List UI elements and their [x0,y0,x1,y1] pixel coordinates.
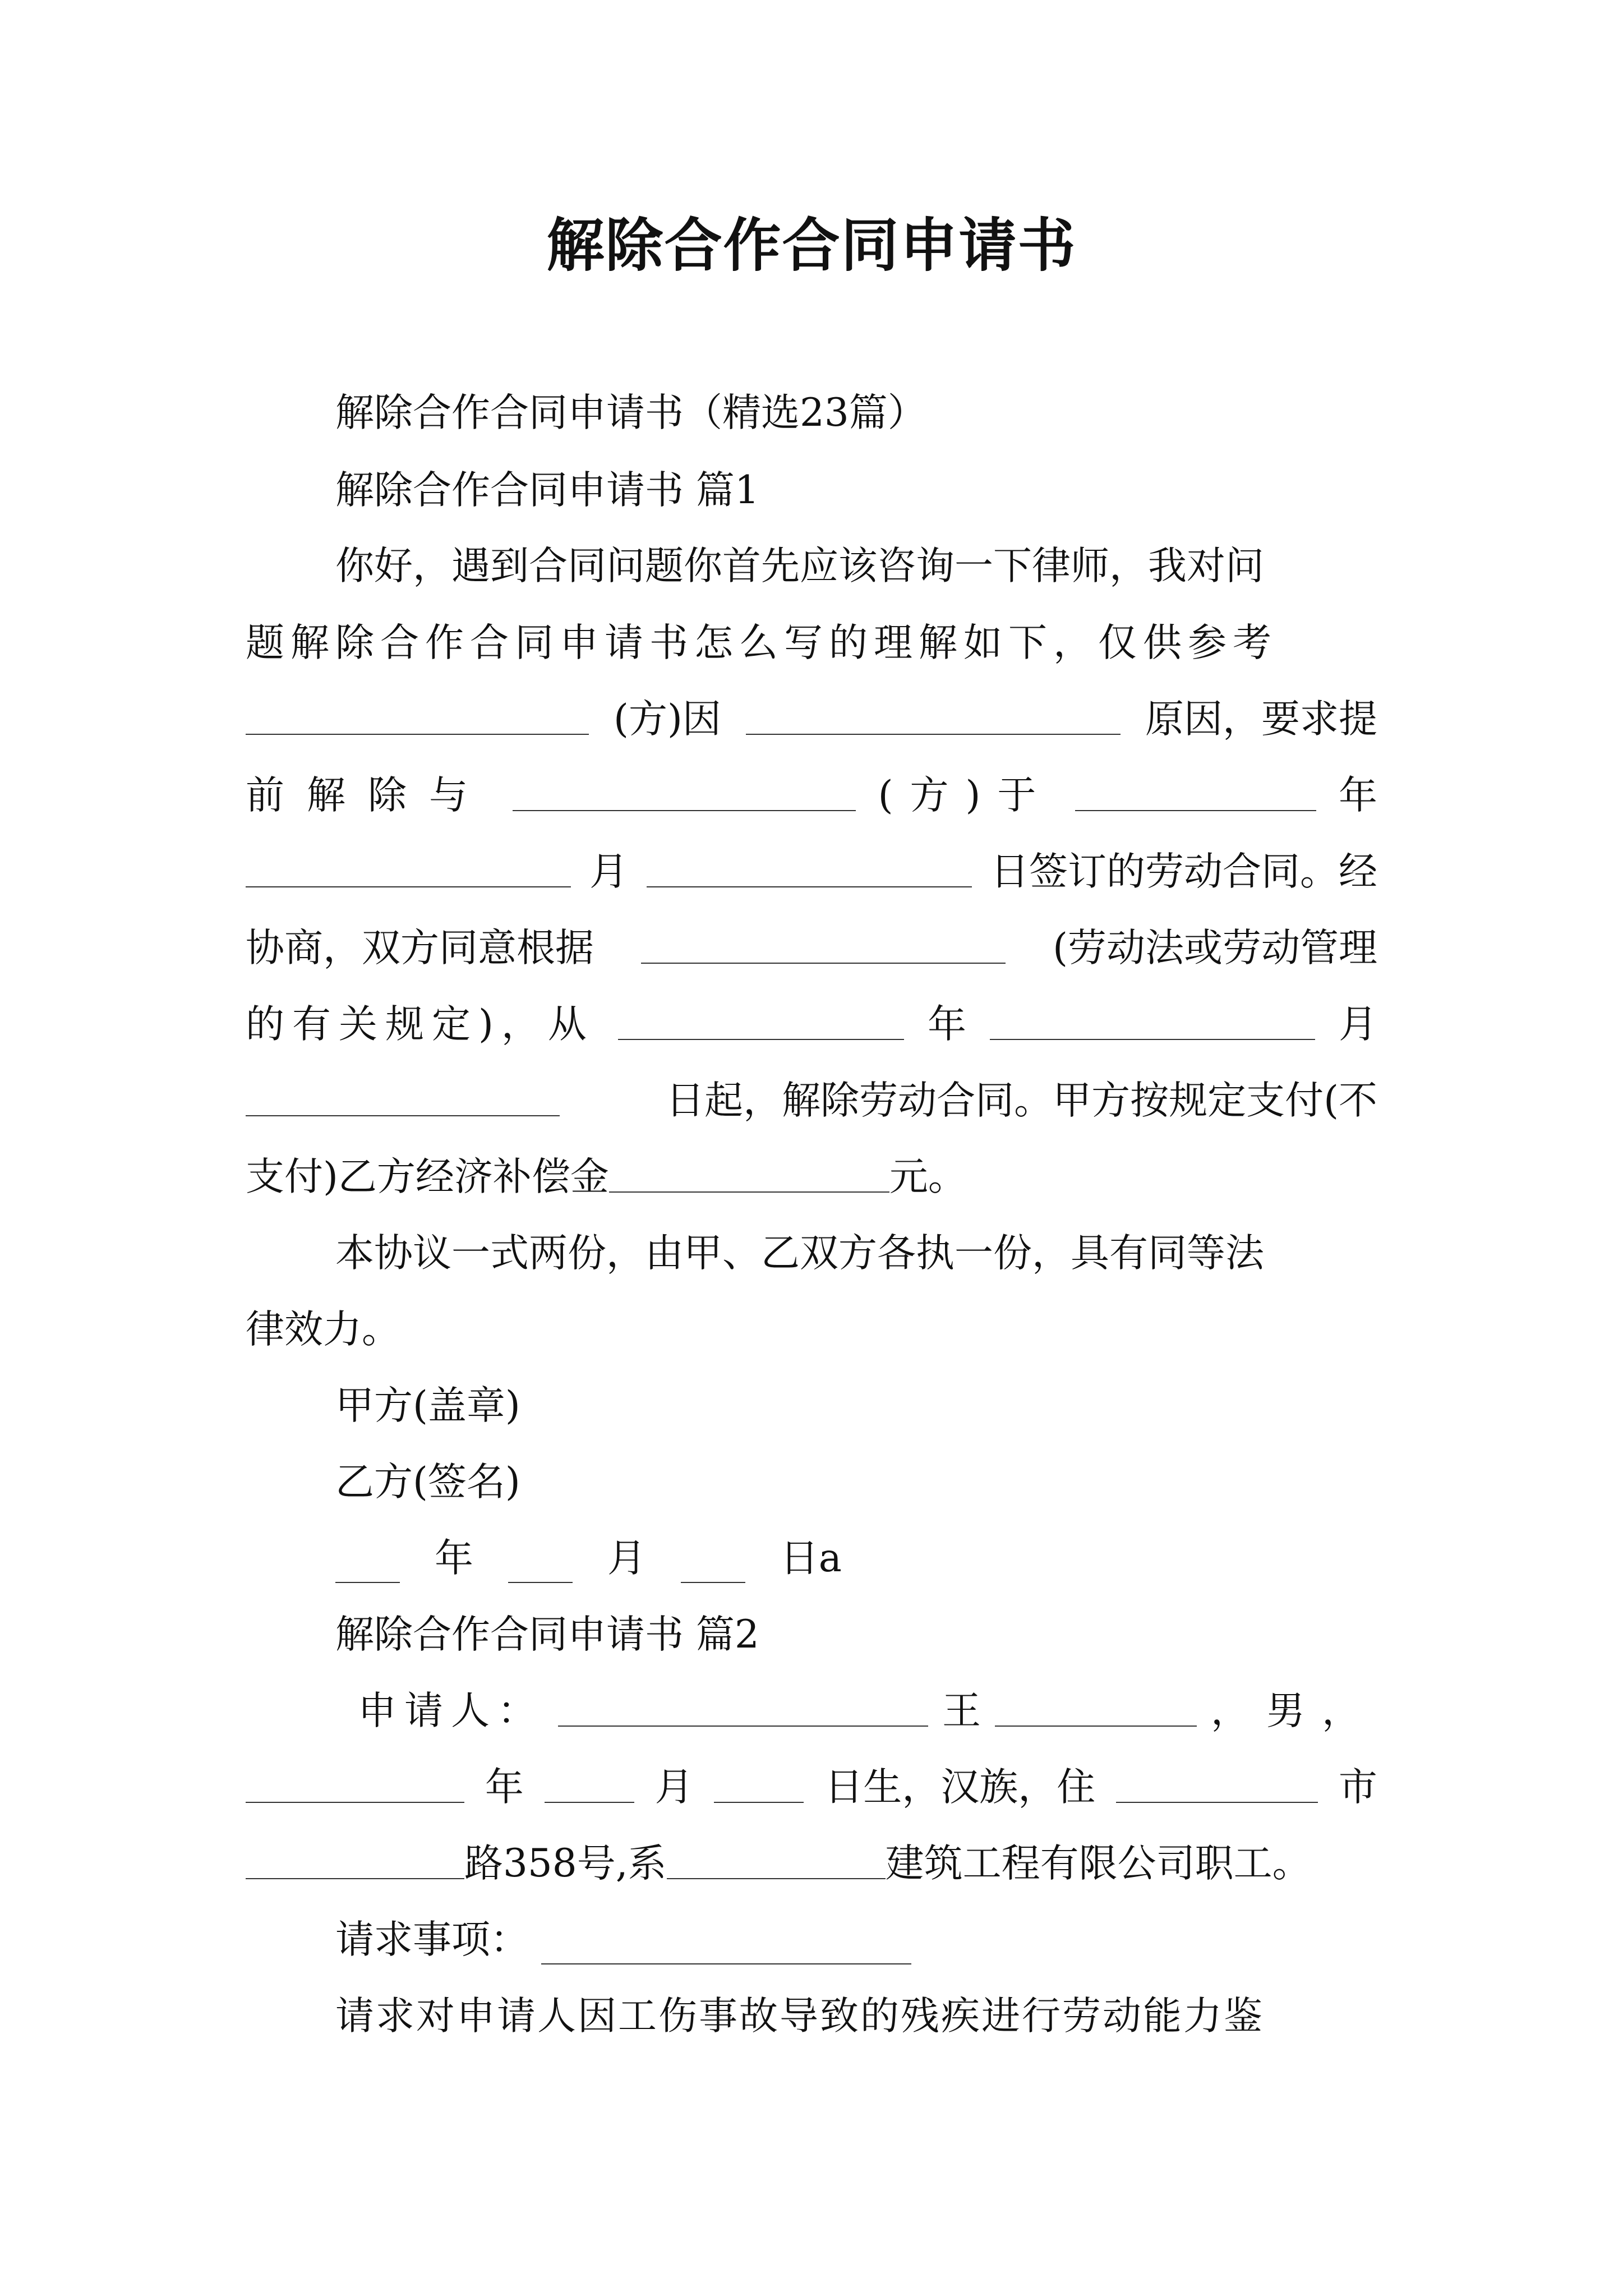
paragraph-line [335,1228,1377,1278]
paragraph-text: (劳动法或劳动管理 [1053,926,1377,970]
paragraph-text: 的有关规定)，从 [246,1002,594,1047]
paragraph-line [246,1839,1377,1888]
section1-heading: 解除合作合同申请书 篇1 [335,468,759,513]
paragraph-text: 协商，双方同意根据 [246,926,594,970]
paragraph-text: 月 [654,1765,694,1810]
paragraph-line [246,847,1377,896]
section2-heading: 解除合作合同申请书 篇2 [335,1612,759,1657]
fill-blank [990,1000,1315,1040]
fill-blank [609,1152,889,1193]
paragraph-text: 请求对申请人因工伤事故导致的残疾进行劳动能力鉴 [335,1994,1264,2039]
fill-blank [246,694,589,735]
paragraph-line [358,1686,1377,1736]
paragraph-text: 你好，遇到合同问题你首先应该咨询一下律师，我对问 [335,544,1264,588]
paragraph-line [335,541,1377,591]
paragraph-line [246,1763,1377,1812]
subtitle: 解除合作合同申请书（精选23篇） [335,390,926,435]
request-items-label: 请求事项： [335,1917,529,1962]
paragraph-text: 日签订的劳动合同。经 [990,849,1377,894]
fill-blank [545,1763,634,1803]
document-title: 解除合作合同申请书 [546,212,1077,279]
party-b-signature: 乙方(签名) [335,1460,520,1504]
paragraph-text: 日起，解除劳动合同。甲方按规定支付(不 [666,1078,1377,1123]
paragraph-text: 建筑工程有限公司职工。 [885,1841,1311,1886]
paragraph-text: 支付)乙方经济补偿金 [246,1154,609,1199]
fill-blank [513,771,856,811]
paragraph-text: 月 [1338,1002,1377,1047]
paragraph-text: 前解除与 [246,773,490,818]
paragraph-text: 年 [1338,773,1377,818]
fill-blank [995,1686,1197,1727]
date-line [335,1534,842,1583]
paragraph-line [246,1000,1377,1049]
date-year-label: 年 [434,1536,473,1581]
fill-blank [1075,771,1316,811]
date-day-label: 日a [780,1536,842,1581]
request-items-line [335,1915,911,1964]
fill-blank [246,1763,464,1803]
fill-blank [714,1763,804,1803]
paragraph-line [335,1991,1377,2041]
paragraph-line [246,771,1377,820]
paragraph-text: (方)于 [878,773,1053,818]
paragraph-text: 律效力。 [246,1307,400,1352]
paragraph-text: 本协议一式两份，由甲、乙双方各执一份，具有同等法 [335,1231,1264,1276]
fill-blank [246,1076,560,1116]
paragraph-line [246,923,1377,973]
paragraph-line [246,1152,1377,1202]
paragraph-line [246,694,1377,744]
fill-blank [1116,1763,1318,1803]
paragraph-line [246,1305,1377,1354]
paragraph-text: ，男， [1211,1688,1377,1733]
fill-blank [246,847,571,887]
paragraph-text: (方)因 [614,697,721,742]
paragraph-line [246,618,1377,668]
fill-blank [541,1924,911,1964]
fill-blank [746,694,1121,735]
fill-blank [681,1543,745,1583]
paragraph-text: 日生，汉族，住 [824,1765,1096,1810]
paragraph-text: 月 [589,849,628,894]
paragraph-text: 原因，要求提 [1145,697,1377,742]
fill-blank [647,847,972,887]
paragraph-text: 市 [1338,1765,1377,1810]
paragraph-text: 申请人： [358,1688,544,1733]
paragraph-text: 王 [942,1688,981,1733]
fill-blank [558,1686,928,1727]
fill-blank [667,1839,886,1879]
fill-blank [246,1839,464,1879]
paragraph-text: 路358号,系 [464,1841,667,1886]
fill-blank [508,1543,573,1583]
paragraph-text: 年 [485,1765,524,1810]
fill-blank [641,923,1006,964]
paragraph-text: 元。 [889,1154,967,1199]
fill-blank [335,1543,400,1583]
date-month-label: 月 [607,1536,646,1581]
paragraph-line [246,1076,1377,1125]
party-a-signature: 甲方(盖章) [335,1383,520,1428]
fill-blank [618,1000,904,1040]
paragraph-text: 年 [927,1002,966,1047]
paragraph-text: 题解除合作合同申请书怎么写的理解如下，仅供参考 [246,620,1278,665]
